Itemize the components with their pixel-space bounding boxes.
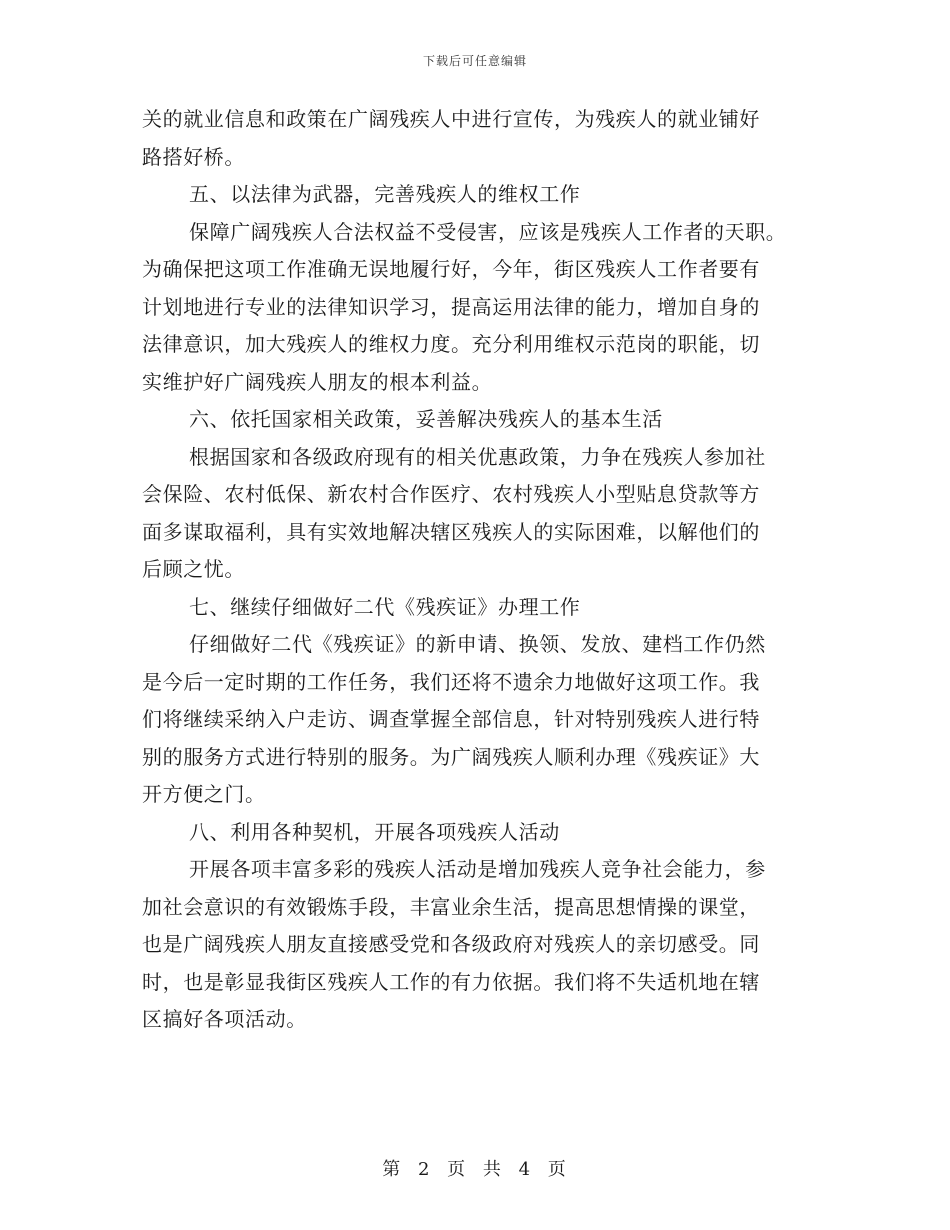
text-line: 计划地进行专业的法律知识学习，提高运用法律的能力，增加自身的 [142, 294, 760, 319]
paragraph-first-line: 仔细做好二代《残疾证》的新申请、换领、发放、建档工作仍然 [189, 632, 766, 656]
text-line: 关的就业信息和政策在广阔残疾人中进行宣传，为残疾人的就业铺好 [142, 107, 760, 131]
paragraph-first-line: 五、以法律为武器，完善残疾人的维权工作 [189, 182, 581, 206]
text-line: 实维护好广阔残疾人朋友的根本利益。 [142, 369, 493, 394]
text-line: 区搞好各项活动。 [142, 1007, 307, 1031]
document-body [142, 101, 802, 1039]
text-line: 别的服务方式进行特别的服务。为广阔残疾人顺利办理《残疾证》大 [142, 744, 760, 769]
text-line: 也是广阔残疾人朋友直接感受党和各级政府对残疾人的亲切感受。同 [142, 932, 760, 956]
paragraph-first-line: 根据国家和各级政府现有的相关优惠政策，力争在残疾人参加社 [189, 444, 766, 469]
paragraph-first-line: 八、利用各种契机，开展各项残疾人活动 [189, 819, 560, 844]
text-line: 是今后一定时期的工作任务，我们还将不遗余力地做好这项工作。我 [142, 669, 760, 694]
text-line: 开方便之门。 [142, 782, 266, 806]
paragraph-first-line: 开展各项丰富多彩的残疾人活动是增加残疾人竞争社会能力，参 [189, 857, 766, 881]
page-number-footer: 第 2 页 共 4 页 [382, 1159, 568, 1180]
text-line: 为确保把这项工作准确无误地履行好，今年，街区残疾人工作者要有 [142, 257, 760, 281]
text-line: 加社会意识的有效锻炼手段，丰富业余生活，提高思想情操的课堂， [142, 894, 760, 919]
paragraph-first-line: 六、依托国家相关政策，妥善解决残疾人的基本生活 [189, 407, 663, 431]
text-line: 会保险、农村低保、新农村合作医疗、农村残疾人小型贴息贷款等方 [142, 482, 760, 506]
text-line: 法律意识，加大残疾人的维权力度。充分利用维权示范岗的职能，切 [142, 332, 760, 356]
text-line: 后顾之忧。 [142, 557, 245, 581]
text-line: 面多谋取福利，具有实效地解决辖区残疾人的实际困难，以解他们的 [142, 519, 760, 544]
text-line: 时，也是彰显我街区残疾人工作的有力依据。我们将不失适机地在辖 [142, 969, 760, 994]
paragraph-first-line: 保障广阔残疾人合法权益不受侵害，应该是残疾人工作者的天职。 [189, 219, 787, 244]
paragraph-first-line: 七、继续仔细做好二代《残疾证》办理工作 [189, 594, 581, 619]
text-line: 们将继续采纳入户走访、调查掌握全部信息，针对特别残疾人进行特 [142, 707, 760, 731]
text-line: 路搭好桥。 [142, 144, 245, 169]
page-header: 下载后可任意编辑 [422, 54, 527, 68]
